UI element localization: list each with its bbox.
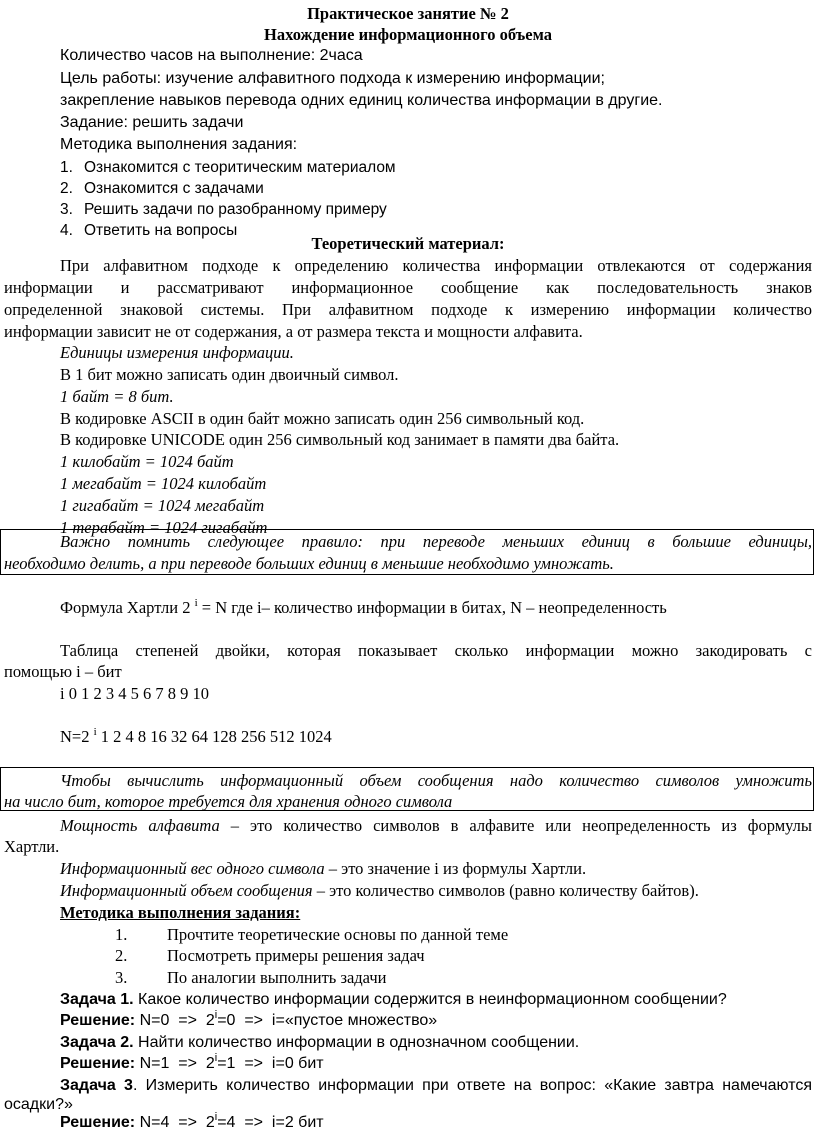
hartley-prefix: Формула Хартли 2 [60, 598, 191, 617]
method2-number: 3. [115, 968, 128, 987]
solution-1-exponent: i [214, 1009, 218, 1021]
hartley-suffix: = N где i– количество информации в битах, N – неопределенность [197, 598, 667, 617]
solution-1-label: Решение: [60, 1012, 136, 1029]
problem-2-text: Найти количество информации в однозначном сообщении. [133, 1034, 580, 1051]
step-number: 3. [60, 201, 73, 218]
n-row-values: 1 2 4 8 16 32 64 128 256 512 1024 [96, 727, 332, 746]
n-row [60, 726, 332, 747]
step-text: Ознакомится с задачами [84, 180, 264, 197]
bit-line: В 1 бит можно записать один двоичный символ. [60, 365, 399, 384]
step-text: Ознакомится с теоритическим материалом [84, 159, 396, 176]
solution-3-exponent: i [214, 1111, 218, 1123]
units-heading: Единицы измерения информации. [60, 343, 294, 362]
theory-paragraph-line: информации и рассматривают информационное сообщение как последовательность знаков [4, 278, 812, 297]
method-line: Методика выполнения задания: [60, 136, 298, 153]
rule-line-1: Важно помнить следующее правило: при переводе меньших единиц в большие единицы, [60, 532, 812, 551]
step-item [60, 178, 264, 199]
theory-paragraph-line: информации зависит не от содержания, а от размера текста и мощности алфавита. [4, 322, 583, 341]
title: Практическое занятие № 2 [307, 4, 509, 23]
table-desc-line-2: помощью i – бит [4, 662, 122, 681]
problem-2-label: Задача 2. [60, 1034, 134, 1051]
solution-2-part-a: N=1 => 2 [135, 1055, 215, 1072]
solution-3-part-b: =4 => i=2 бит [217, 1114, 324, 1131]
step-item [60, 157, 396, 178]
theory-heading: Теоретический материал: [311, 234, 505, 253]
step-number: 4. [60, 222, 73, 239]
power-definition: – это количество символов в алфавите или неопределенность из формулы [219, 816, 812, 835]
problem-1 [60, 989, 727, 1010]
solution-2-exponent: i [214, 1052, 218, 1064]
problem-1-label: Задача 1. [60, 991, 134, 1008]
solution-3 [60, 1112, 324, 1133]
n-row-prefix: N=2 [60, 727, 90, 746]
subtitle: Нахождение информационного объема [263, 25, 553, 44]
problem-3-line-2: осадки?» [4, 1096, 73, 1113]
problem-3-line-1 [60, 1075, 812, 1096]
method2-text: Прочтите теоретические основы по данной теме [167, 925, 509, 944]
n-row-exponent: i [93, 726, 97, 738]
problem-3-label: Задача 3 [60, 1077, 133, 1094]
step-number: 2. [60, 180, 73, 197]
theory-paragraph-line: При алфавитном подходе к определению количества информации отвлекаются от содержания [60, 256, 812, 275]
volume-term: Информационный объем сообщения [60, 881, 313, 900]
solution-2-label: Решение: [60, 1055, 136, 1072]
hartley-exponent: i [194, 597, 198, 609]
tb-line: 1 терабайт = 1024 гигабайт [60, 518, 268, 537]
theory-paragraph-line: определенной знаковой системы. При алфавитном подходе к измерению информации количество [4, 300, 812, 319]
gb-line: 1 гигабайт = 1024 мегабайт [60, 496, 265, 515]
method2-number: 2. [115, 946, 128, 965]
solution-1-part-a: N=0 => 2 [135, 1012, 215, 1029]
table-desc-line-1: Таблица степеней двойки, которая показывает сколько информации можно закодировать с [60, 641, 812, 660]
byte-line: 1 байт = 8 бит. [60, 387, 174, 406]
method2-item [115, 967, 386, 988]
hours-line: Количество часов на выполнение: 2часа [60, 47, 363, 64]
step-text: Решить задачи по разобранному примеру [84, 201, 387, 218]
volume-def-line [60, 880, 699, 901]
step-text: Ответить на вопросы [84, 222, 238, 239]
problem-2 [60, 1032, 579, 1053]
ascii-line: В кодировке ASCII в один байт можно записать один 256 символьный код. [60, 409, 585, 428]
step-number: 1. [60, 159, 73, 176]
method2-heading: Методика выполнения задания: [60, 903, 301, 922]
method2-item [115, 924, 508, 945]
method2-item [115, 945, 425, 966]
goal-line-1: Цель работы: изучение алфавитного подхода к измерению информации; [60, 70, 605, 87]
hartley-formula [60, 597, 667, 618]
method2-text: Посмотреть примеры решения задач [167, 946, 425, 965]
volume-definition: – это количество символов (равно количеству байтов). [312, 881, 699, 900]
volume-line-1: Чтобы вычислить информационный объем сообщения надо количество символов умножить [60, 771, 812, 790]
goal-line-2: закрепление навыков перевода одних единиц количества информации в другие. [60, 92, 663, 109]
method2-number: 1. [115, 925, 128, 944]
solution-3-part-a: N=4 => 2 [135, 1114, 215, 1131]
solution-1 [60, 1010, 437, 1031]
solution-2-part-b: =1 => i=0 бит [217, 1055, 324, 1072]
rule-line-2: необходимо делить, а при переводе больших единиц в меньшие необходимо умножать. [4, 554, 614, 573]
problem-1-text: Какое количество информации содержится в неинформационном сообщении? [133, 991, 727, 1008]
method2-text: По аналогии выполнить задачи [167, 968, 387, 987]
task-line: Задание: решить задачи [60, 114, 244, 131]
unicode-line: В кодировке UNICODE один 256 символьный код занимает в памяти два байта. [60, 430, 620, 449]
volume-line-2: на число бит, которое требуется для хранения одного символа [4, 792, 453, 811]
weight-line [60, 858, 586, 879]
solution-3-label: Решение: [60, 1114, 136, 1131]
weight-definition: – это значение i из формулы Хартли. [324, 859, 587, 878]
weight-term: Информационный вес одного символа [60, 859, 325, 878]
solution-1-part-b: =0 => i=«пустое множество» [217, 1012, 438, 1029]
power-line-1 [60, 815, 812, 836]
solution-2 [60, 1053, 324, 1074]
mb-line: 1 мегабайт = 1024 килобайт [60, 474, 267, 493]
kb-line: 1 килобайт = 1024 байт [60, 452, 234, 471]
problem-3-text: . Измерить количество информации при ответе на вопрос: «Какие завтра намечаются [132, 1077, 813, 1094]
step-item [60, 199, 387, 220]
power-line-2: Хартли. [4, 837, 60, 856]
i-row: i 0 1 2 3 4 5 6 7 8 9 10 [60, 684, 209, 703]
power-term: Мощность алфавита [60, 816, 220, 835]
